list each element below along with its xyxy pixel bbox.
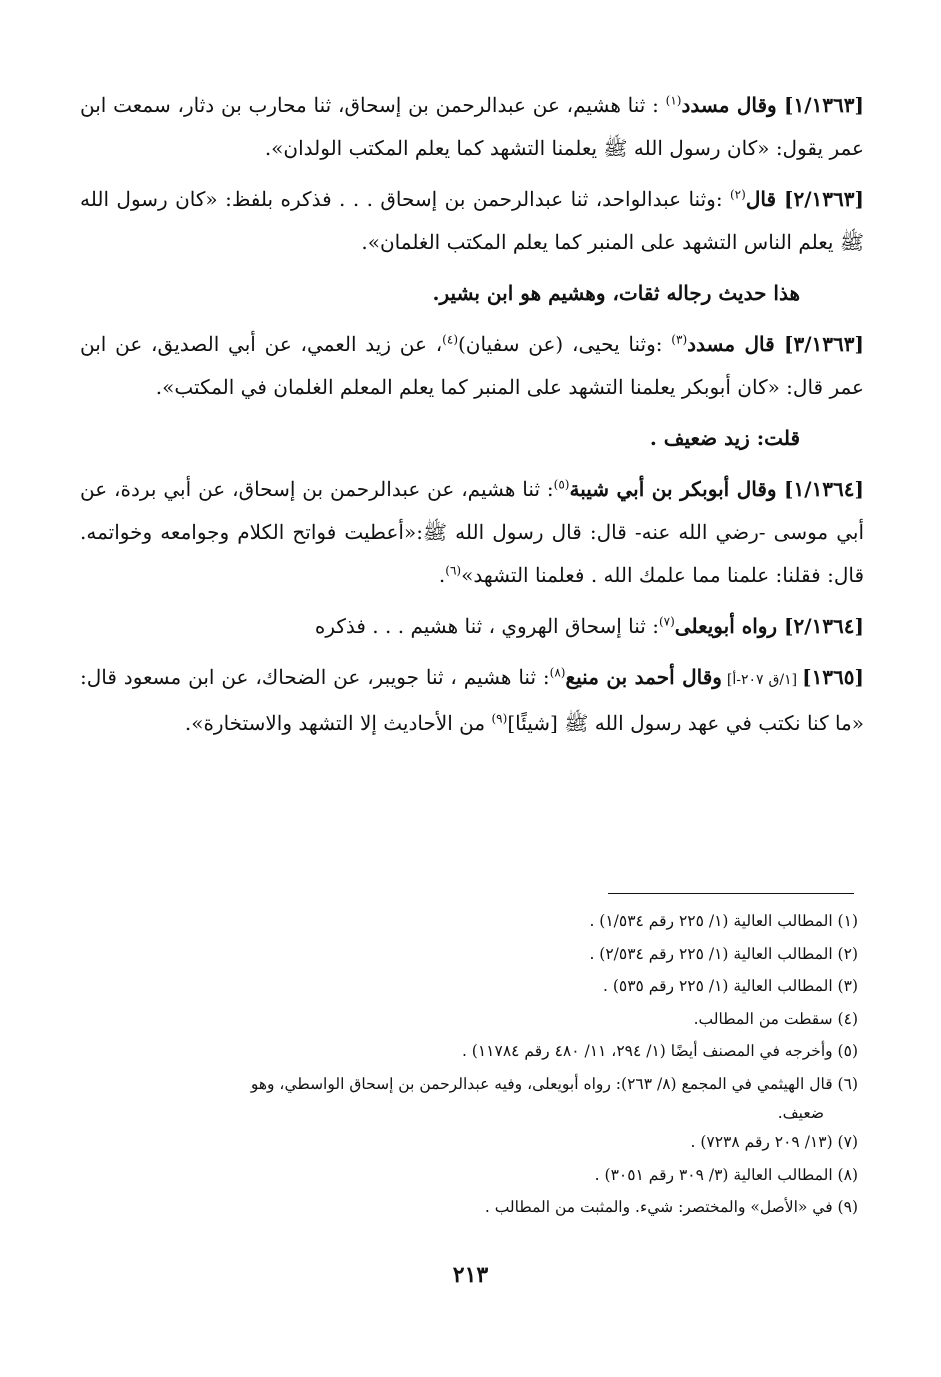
footnote-marker: (٤) (442, 332, 458, 347)
footnote-6-line: (٦) قال الهيثمي في المجمع (٨/ ٢٦٣): رواه أبويعلى، وفيه عبدالرحمن بن إسحاق الواسطي، وهو (250, 1074, 858, 1093)
hadith-narrator: وقال أحمد بن منيع (565, 665, 722, 689)
hadith-1364-1 (80, 468, 864, 597)
hadith-number: [٢/١٣٦٤] (784, 614, 864, 638)
footnote-marker: (٥) (553, 477, 570, 492)
hadith-text: :وثنا يحيى، (عن سفيان) (458, 332, 672, 356)
main-text (80, 84, 864, 753)
footnote-8: (٨) المطالب العالية (٣/ ٣٠٩ رقم ٣٠٥١) . (594, 1165, 858, 1184)
footnote-marker: (٣) (671, 332, 688, 347)
footnote-marker: (٩) (491, 711, 508, 726)
hadith-1363-3 (80, 323, 864, 409)
footnote-9: (٩) في «الأصل» والمختصر: شيء. والمثبت من المطالب . (484, 1198, 858, 1216)
hadith-number: [١٣٦٥] (802, 665, 864, 689)
footnote-marker: (١) (665, 93, 682, 108)
hadith-narrator: وقال أبوبكر بن أبي شيبة (569, 477, 785, 501)
hadith-text: ، عن زيد العمي، عن أبي الصديق، عن ابن عمر قال: «كان أبوبكر يعلمنا التشهد على المنبر كما يعلم المعلم الغلمان في المكتب». (80, 332, 864, 399)
hadith-number: [١/١٣٦٤] (784, 477, 864, 501)
hadith-1364-2 (80, 605, 864, 648)
page-number: ٢١٣ (452, 1262, 489, 1288)
hadith-1365 (80, 656, 864, 745)
grading-note (80, 272, 864, 315)
footnote-6-continuation: ضعيف. (777, 1104, 824, 1122)
hadith-number: [٢/١٣٦٣] (784, 187, 864, 211)
footnote-5: (٥) وأخرجه في المصنف أيضًا (١/ ٢٩٤، ١١/ ٤٨٠ رقم ١١٧٨٤) . (461, 1042, 858, 1060)
author-comment (80, 417, 864, 460)
hadith-text: : ثنا إسحاق الهروي ، ثنا هشيم . . . فذكره (314, 614, 659, 638)
footnote-separator (608, 893, 854, 894)
hadith-text: : ثنا هشيم ، ثنا جويبر، عن الضحاك، عن ابن مسعود قال: «ما كنا نكتب في عهد رسول الله ﷺ [شيئًا] (80, 665, 864, 735)
hadith-narrator: وقال مسدد (681, 93, 785, 117)
footnote-marker: (٧) (658, 614, 675, 629)
hadith-1363-1 (80, 84, 864, 170)
manuscript-ref: [١/ق ٢٠٧-أ] (721, 672, 803, 688)
comment-label: قلت: (756, 426, 800, 450)
hadith-text: . (438, 563, 446, 587)
comment-text: زيد ضعيف . (649, 426, 757, 450)
hadith-narrator: رواه أبويعلى (674, 614, 785, 638)
footnotes (80, 905, 858, 1224)
footnote-6 (80, 1068, 858, 1127)
footnote-1: (١) المطالب العالية (١/ ٢٢٥ رقم ١/٥٣٤) . (589, 912, 858, 930)
footnote-2: (٢) المطالب العالية (١/ ٢٢٥ رقم ٢/٥٣٤) . (589, 944, 858, 963)
hadith-text: من الأحاديث إلا التشهد والاستخارة». (184, 711, 492, 735)
hadith-narrator: قال (745, 187, 785, 211)
footnote-7: (٧) (١٣/ ٢٠٩ رقم ٧٢٣٨) . (690, 1133, 858, 1151)
hadith-narrator: قال مسدد (687, 332, 785, 356)
hadith-number: [٣/١٣٦٣] (784, 332, 864, 356)
hadith-text: : ثنا هشيم، عن عبدالرحمن بن إسحاق، ثنا محارب بن دثار، سمعت ابن عمر يقول: «كان رسول الله ﷺ يعلمنا التشهد كما يعلم المكتب الولدان». (80, 93, 864, 160)
hadith-text: : ثنا هشيم، عن عبدالرحمن بن إسحاق، عن أبي بردة، عن أبي موسى -رضي الله عنه- قال: قال رسول الله ﷺ:«أعطيت فواتح الكلام وجوامعه وخواتمه. قال: فقلنا: علمنا مما علمك الله . فعلمنا التشهد» (80, 477, 864, 587)
hadith-number: [١/١٣٦٣] (784, 93, 864, 117)
footnote-marker: (٢) (729, 187, 746, 202)
grading-text: هذا حديث رجاله ثقات، وهشيم هو ابن بشير. (432, 281, 800, 305)
footnote-marker: (٦) (445, 563, 462, 578)
footnote-4: (٤) سقطت من المطالب. (693, 1009, 858, 1028)
hadith-text: :وثنا عبدالواحد، ثنا عبدالرحمن بن إسحاق . . . فذكره بلفظ: «كان رسول الله ﷺ يعلم الناس التشهد على المنبر كما يعلم المكتب الغلمان». (80, 187, 864, 254)
hadith-1363-2 (80, 178, 864, 264)
footnote-3: (٣) المطالب العالية (١/ ٢٢٥ رقم ٥٣٥) . (602, 977, 858, 995)
footnote-marker: (٨) (549, 665, 566, 680)
